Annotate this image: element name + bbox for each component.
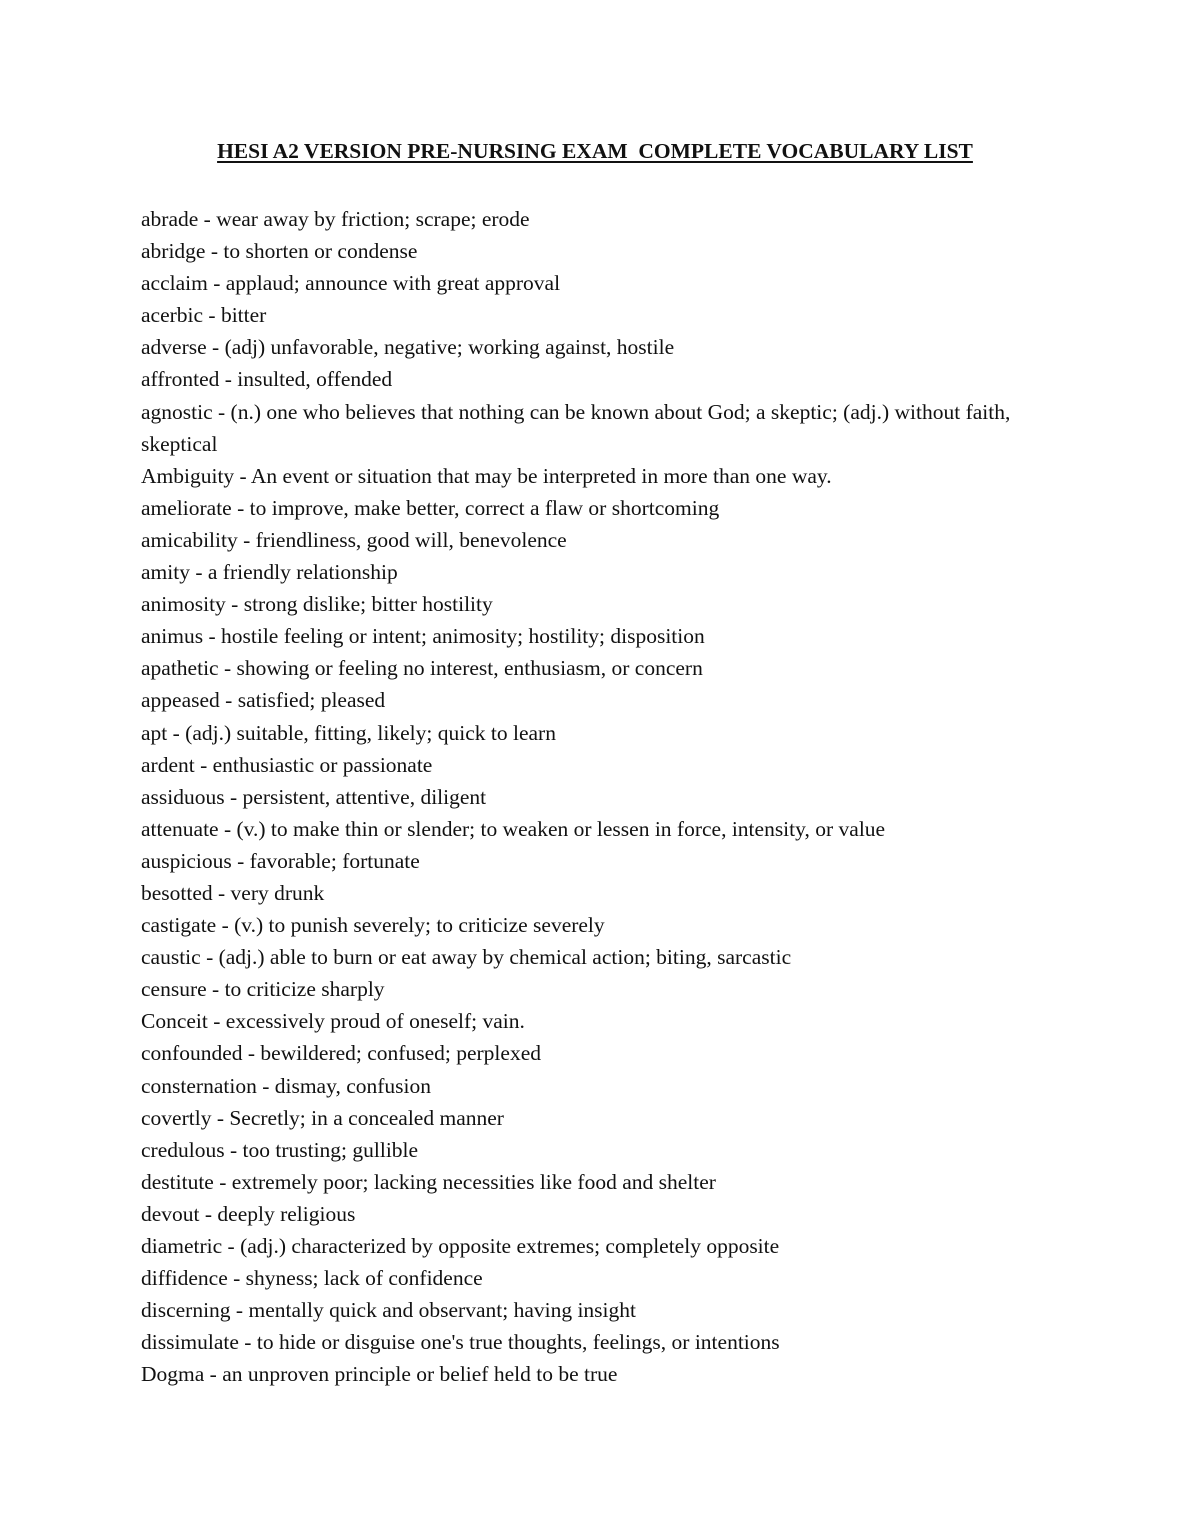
vocabulary-entry: amicability - friendliness, good will, benevolence [141, 527, 567, 552]
vocabulary-entry: auspicious - favorable; fortunate [141, 848, 420, 873]
page-title: HESI A2 VERSION PRE-NURSING EXAM COMPLETE VOCABULARY LIST [217, 139, 973, 163]
vocabulary-entry: affronted - insulted, offended [141, 367, 393, 392]
vocabulary-entry: discerning - mentally quick and observant; having insight [141, 1298, 636, 1323]
vocabulary-entry: censure - to criticize sharply [141, 977, 385, 1002]
vocabulary-entry: diametric - (adj.) characterized by opposite extremes; completely opposite [141, 1234, 780, 1258]
vocabulary-entry: Conceit - excessively proud of oneself; vain. [141, 1009, 525, 1034]
vocabulary-entry: destitute - extremely poor; lacking necessities like food and shelter [141, 1169, 716, 1194]
vocabulary-entry: appeased - satisfied; pleased [141, 688, 386, 713]
vocabulary-entry: attenuate - (v.) to make thin or slender; to weaken or lessen in force, intensity, or value [141, 816, 886, 841]
vocabulary-entry: credulous - too trusting; gullible [141, 1137, 419, 1162]
vocabulary-entry: diffidence - shyness; lack of confidence [141, 1266, 483, 1291]
vocabulary-entry: caustic - (adj.) able to burn or eat away by chemical action; biting, sarcastic [141, 945, 792, 970]
vocabulary-entry: animus - hostile feeling or intent; animosity; hostility; disposition [141, 624, 705, 649]
vocabulary-entry: adverse - (adj) unfavorable, negative; working against, hostile [141, 335, 675, 360]
vocabulary-entry: consternation - dismay, confusion [141, 1073, 431, 1098]
vocabulary-entry: assiduous - persistent, attentive, diligent [141, 784, 487, 809]
vocabulary-entry: covertly - Secretly; in a concealed manner [141, 1105, 504, 1130]
vocabulary-entry: apt - (adj.) suitable, fitting, likely; quick to learn [141, 720, 556, 745]
vocabulary-entry: castigate - (v.) to punish severely; to criticize severely [141, 913, 605, 938]
vocabulary-entry: ameliorate - to improve, make better, correct a flaw or shortcoming [141, 495, 720, 520]
vocabulary-entry: dissimulate - to hide or disguise one's true thoughts, feelings, or intentions [141, 1330, 780, 1355]
vocabulary-entry: animosity - strong dislike; bitter hostility [141, 592, 493, 617]
vocabulary-entry: Dogma - an unproven principle or belief held to be true [141, 1362, 618, 1387]
vocabulary-entry: devout - deeply religious [141, 1201, 356, 1226]
vocabulary-entry: amity - a friendly relationship [141, 560, 398, 585]
vocabulary-list [141, 203, 1046, 1390]
vocabulary-entry: confounded - bewildered; confused; perplexed [141, 1041, 541, 1066]
vocabulary-entry: apathetic - showing or feeling no interest, enthusiasm, or concern [141, 656, 703, 681]
vocabulary-entry: acerbic - bitter [141, 303, 267, 328]
vocabulary-entry: acclaim - applaud; announce with great approval [141, 271, 561, 296]
vocabulary-entry: Ambiguity - An event or situation that may be interpreted in more than one way. [141, 463, 832, 488]
vocabulary-entry: agnostic - (n.) one who believes that nothing can be known about God; a skeptic; (adj.) without faith, skeptical [141, 399, 1011, 456]
vocabulary-entry: ardent - enthusiastic or passionate [141, 752, 433, 777]
vocabulary-entry: abrade - wear away by friction; scrape; erode [141, 207, 530, 231]
vocabulary-entry: abridge - to shorten or condense [141, 239, 418, 264]
vocabulary-entry: besotted - very drunk [141, 880, 325, 905]
